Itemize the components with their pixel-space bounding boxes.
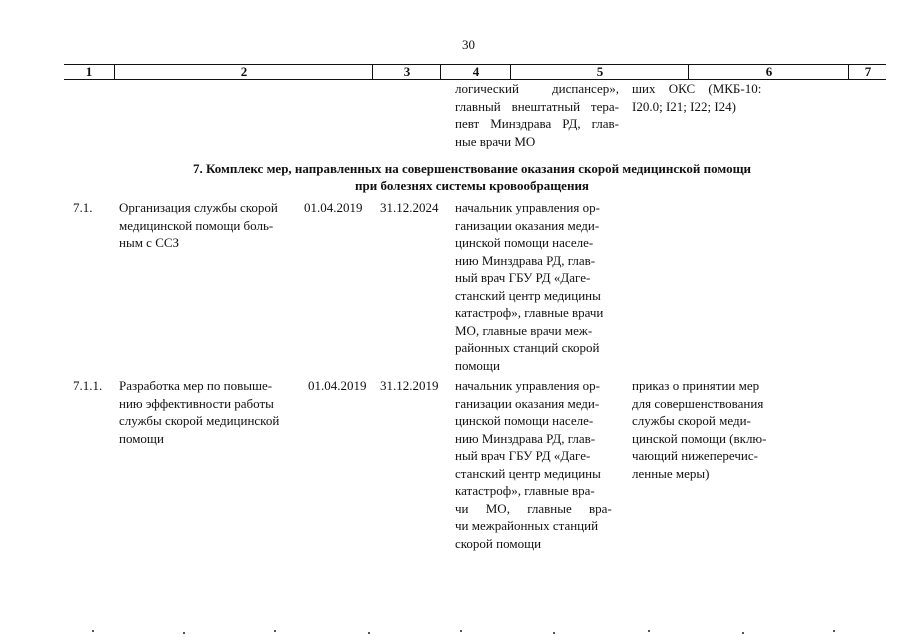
text-line: ным с ССЗ (119, 235, 180, 250)
text-line: цинской помощи (вклю- (632, 430, 767, 446)
text-line: районных станций скорой (455, 340, 600, 355)
section-title-line-1: 7. Комплекс мер, направленных на совершенствование оказания скорой медицинской помощи (192, 161, 752, 176)
word: внештатный (511, 98, 581, 114)
text-line: чи МО, главные вра- (455, 500, 612, 516)
header-col-3: 3 (372, 65, 441, 79)
end-date: 31.12.2024 (380, 200, 439, 215)
scan-dot (742, 632, 744, 634)
measure-name (119, 377, 299, 447)
text-line: станский центр медицины (455, 465, 601, 481)
text-line: помощи (119, 430, 164, 446)
text-line: ные врачи МО (455, 133, 536, 149)
text-line: станский центр медицины (455, 287, 601, 303)
start-date: 01.04.2019 (304, 200, 363, 215)
text-line (455, 98, 619, 116)
row-number: 7.1. (73, 200, 93, 215)
word: Минздрава (490, 116, 552, 131)
text-line: приказ о принятии мер (632, 378, 760, 393)
start-date: 01.04.2019 (308, 378, 367, 393)
scan-dot (92, 630, 94, 632)
responsible (455, 199, 619, 374)
text-line: ный врач ГБУ РД «Даге- (455, 270, 591, 285)
text-line: начальник управления ор- (455, 200, 600, 215)
text-line: катастроф», главные вра- (455, 483, 595, 498)
text-line: начальник управления ор- (455, 378, 600, 393)
header-col-5: 5 (510, 65, 689, 79)
word: логический (455, 81, 519, 96)
text-line: медицинской помощи боль- (119, 217, 274, 233)
table-header-row (64, 64, 886, 80)
header-col-2: 2 (114, 65, 373, 79)
scan-dot (648, 630, 650, 632)
end-date: 31.12.2019 (380, 378, 439, 393)
header-col-6: 6 (688, 65, 849, 79)
section-title-line-2: при болезнях системы кровообращения (355, 178, 589, 193)
row-number: 7.1.1. (73, 378, 103, 393)
scan-dot (368, 632, 370, 634)
text-line: скорой помощи (455, 535, 542, 551)
text-line: Организация службы скорой (119, 200, 278, 215)
word: певт (455, 116, 480, 131)
text-line: ганизации оказания меди- (455, 395, 600, 411)
continuation-responsible (455, 80, 619, 150)
header-col-1: 1 (85, 64, 93, 79)
word: диспансер», (552, 81, 619, 96)
scan-artifacts (0, 624, 905, 640)
text-line: цинской помощи населе- (455, 413, 594, 428)
section-title (120, 160, 824, 194)
text-line: службы скорой медицинской (119, 413, 280, 428)
scan-dot (460, 630, 462, 632)
text-line: ный врач ГБУ РД «Даге- (455, 448, 591, 463)
scan-dot (274, 630, 276, 632)
text-line (455, 115, 619, 133)
text-line: ших ОКС (МКБ-10: (632, 81, 762, 96)
text-line (455, 80, 619, 98)
text-line: ганизации оказания меди- (455, 217, 600, 233)
text-line: чи межрайонных станций (455, 518, 599, 533)
page-number: 30 (462, 37, 475, 52)
text-line: нию Минздрава РД, глав- (455, 252, 596, 268)
text-line: МО, главные врачи меж- (455, 322, 593, 338)
scan-dot (553, 632, 555, 634)
scan-dot (183, 632, 185, 634)
header-col-4: 4 (440, 65, 511, 79)
text-line: нию Минздрава РД, глав- (455, 430, 596, 446)
word: главный (455, 98, 501, 114)
word: РД, (562, 116, 581, 131)
scan-dot (833, 630, 835, 632)
measure-name (119, 199, 299, 252)
text-line: нию эффективности работы (119, 395, 274, 411)
header-col-7: 7 (848, 65, 887, 79)
text-line: чающий нижеперечис- (632, 448, 758, 463)
word: глав- (591, 116, 619, 131)
responsible (455, 377, 619, 552)
text-line: службы скорой меди- (632, 413, 751, 428)
text-line: цинской помощи населе- (455, 235, 594, 250)
text-line: помощи (455, 357, 500, 373)
text-line: I20.0; I21; I22; I24) (632, 98, 736, 114)
text-line: ленные меры) (632, 465, 710, 481)
continuation-result (632, 80, 782, 115)
result (632, 377, 782, 482)
text-line: для совершенствования (632, 395, 764, 411)
word: тера- (590, 98, 619, 114)
text-line: Разработка мер по повыше- (119, 378, 273, 393)
text-line: катастроф», главные врачи (455, 305, 604, 320)
